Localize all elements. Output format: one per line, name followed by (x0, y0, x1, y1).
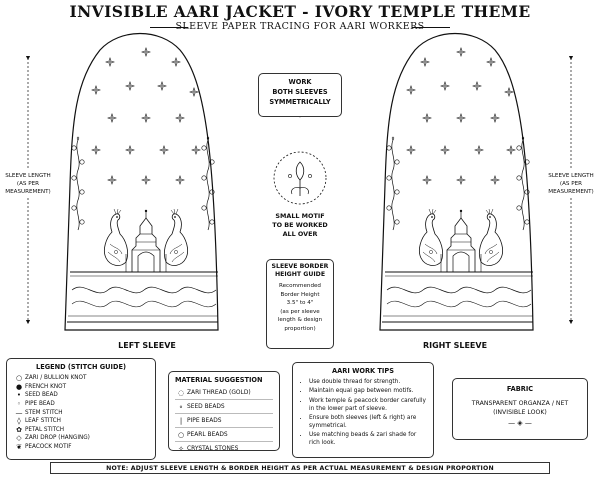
tip-item: • Use matching beads & zari shade for rich look. (309, 431, 427, 447)
tip-item: • Work temple & peacock border carefully in the lower part of sleeve. (309, 397, 427, 413)
pipe-beads-icon: | (179, 416, 183, 425)
page-subtitle: SLEEVE PAPER TRACING FOR AARI WORKERS (175, 21, 425, 32)
leaf-stitch-icon: ◊ (17, 417, 21, 426)
crystal-stones-icon: ✧ (178, 444, 184, 453)
legend-item: ◊ LEAF STITCH (13, 417, 149, 426)
legend-item: ◦ PIPE BEAD (13, 400, 149, 409)
small-motif-sample (274, 152, 326, 204)
legend-item: — STEM STITCH (13, 408, 149, 417)
footer-note-box (50, 462, 550, 474)
legend-item: ● FRENCH KNOT (13, 383, 149, 392)
seed-beads-icon: ∘ (178, 402, 184, 411)
material-suggestion: MATERIAL SUGGESTION ◌ ZARI THREAD (GOLD) ∘ SEED BEADS | PIPE BEADS ○ PEARL BEADS ✧ CRYSTAL STONES (168, 371, 280, 451)
border-height-guide: SLEEVE BORDER HEIGHT GUIDE Recommended Border Height 3.5" to 4" (as per sleeve length & design proportion) (266, 259, 334, 349)
left-sleeve-label: LEFT SLEEVE (118, 341, 176, 350)
tip-item: • Maintain equal gap between motifs. (309, 387, 427, 395)
ornament-icon: — ◈ — (508, 419, 532, 427)
french-knot-icon: ● (15, 382, 23, 391)
right-sleeve (380, 34, 533, 331)
page-title: INVISIBLE AARI JACKET - IVORY TEMPLE THEME (69, 2, 531, 21)
left-sleeve (65, 34, 218, 331)
material-item: ◌ ZARI THREAD (GOLD) (175, 386, 273, 400)
stem-stitch-icon: — (15, 408, 23, 417)
stitch-legend: LEGEND (STITCH GUIDE) ○ ZARI / BULLION KNOT ● FRENCH KNOT • SEED BEAD ◦ PIPE BEAD — STEM STITCH ◊ LEAF STITCH ✿ PETAL STITCH ◇ ZARI DROP (HANGING) ❦ PEACOCK MOTIF (6, 358, 156, 460)
material-item: ✧ CRYSTAL STONES (175, 442, 273, 455)
material-item: ○ PEARL BEADS (175, 428, 273, 442)
material-item: | PIPE BEADS (175, 414, 273, 428)
legend-item: ○ ZARI / BULLION KNOT (13, 374, 149, 383)
material-item: ∘ SEED BEADS (175, 400, 273, 414)
petal-stitch-icon: ✿ (16, 425, 22, 434)
aari-work-tips: AARI WORK TIPS • Use double thread for strength. • Maintain equal gap between motifs. • Work temple & peacock border carefully in the lower part of sleeve. • Ensure both sleeves (left & right) are symmetrical. • Use matching beads & zari shade for rich look. (292, 362, 434, 458)
peacock-motif-icon: ❦ (16, 443, 22, 452)
legend-item: ❦ PEACOCK MOTIF (13, 443, 149, 452)
small-motif-caption: SMALL MOTIF TO BE WORKED ALL OVER (272, 212, 328, 238)
pipe-bead-icon: ◦ (16, 400, 22, 409)
legend-item: • SEED BEAD (13, 391, 149, 400)
sleeve-length-label-left: SLEEVE LENGTH (AS PER MEASUREMENT) (5, 173, 51, 195)
zari-drop-icon: ◇ (16, 434, 22, 443)
legend-item: ✿ PETAL STITCH (13, 426, 149, 435)
zari-thread-icon: ◌ (177, 388, 185, 397)
fabric-info: FABRIC TRANSPARENT ORGANZA / NET (INVISIBLE LOOK) — ◈ — (452, 378, 588, 440)
right-sleeve-label: RIGHT SLEEVE (422, 341, 488, 350)
tip-item: • Ensure both sleeves (left & right) are symmetrical. (309, 414, 427, 430)
pearl-beads-icon: ○ (177, 430, 185, 439)
bullion-knot-icon: ○ (15, 374, 23, 383)
legend-item: ◇ ZARI DROP (HANGING) (13, 434, 149, 443)
tip-item: • Use double thread for strength. (309, 378, 427, 386)
footer-note: NOTE: ADJUST SLEEVE LENGTH & BORDER HEIGHT AS PER ACTUAL MEASUREMENT & DESIGN PROPORTION (106, 464, 494, 472)
symmetry-note: WORK BOTH SLEEVES SYMMETRICALLY (258, 73, 342, 117)
sleeve-length-label-right: SLEEVE LENGTH (AS PER MEASUREMENT) (548, 173, 594, 195)
seed-bead-icon: • (16, 391, 22, 400)
